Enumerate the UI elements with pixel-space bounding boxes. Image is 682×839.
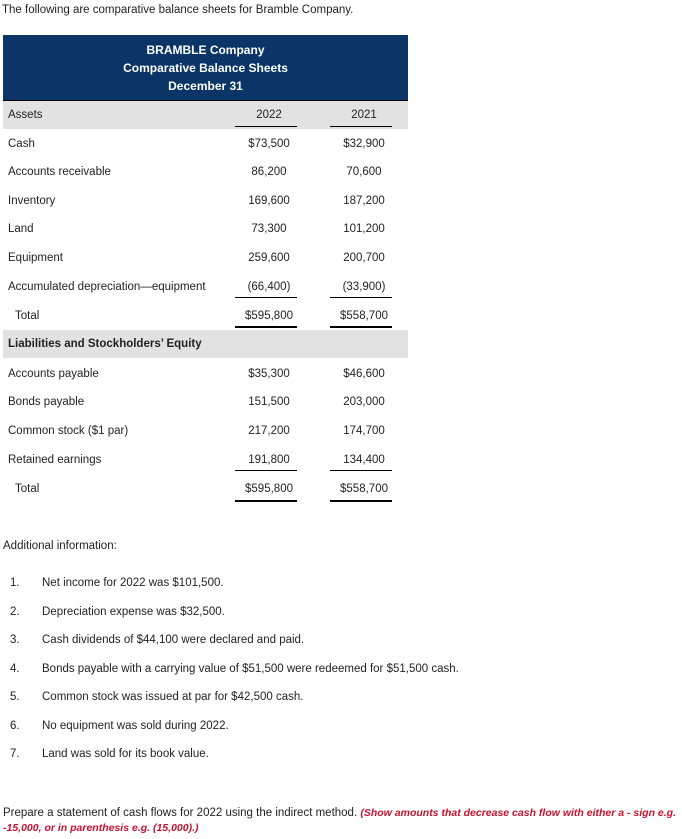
row-label: Accounts payable (8, 368, 99, 380)
item-text: Bonds payable with a carrying value of $51,500 were redeemed for $51,500 cash. (42, 663, 459, 675)
item-text: Common stock was issued at par for $42,500 cash. (42, 691, 304, 703)
value-2022: $35,300 (248, 368, 290, 380)
item-number: 1. (10, 577, 20, 589)
list-item (0, 691, 670, 711)
item-number: 5. (10, 691, 20, 703)
table-row (3, 158, 408, 186)
table-row (3, 417, 408, 445)
statement-header (3, 35, 408, 102)
value-2022: $595,800 (245, 483, 293, 495)
item-number: 7. (10, 748, 20, 760)
list-item (0, 663, 670, 683)
statement-date: December 31 (168, 79, 243, 93)
subtotal-underline (235, 297, 297, 298)
value-2022: 169,600 (248, 195, 290, 207)
item-text: Depreciation expense was $32,500. (42, 606, 225, 618)
assets-heading: Assets (8, 109, 43, 121)
item-number: 4. (10, 663, 20, 675)
value-2022: 73,300 (251, 223, 287, 235)
intro-text: The following are comparative balance sheets for Bramble Company. (2, 4, 354, 16)
table-row (3, 215, 408, 243)
col-2021: 2021 (351, 109, 377, 121)
double-underline (330, 326, 392, 328)
double-underline (235, 326, 297, 328)
value-2021: $558,700 (340, 483, 388, 495)
subtotal-underline (330, 470, 392, 471)
value-2022: (66,400) (247, 281, 291, 293)
list-item (0, 577, 670, 597)
row-label: Cash (8, 138, 35, 150)
value-2021: 174,700 (343, 425, 385, 437)
value-2022: $73,500 (248, 138, 290, 150)
list-item (0, 634, 670, 654)
additional-heading: Additional information: (3, 540, 117, 552)
assets-heading-row (3, 101, 408, 129)
row-label: Total (15, 310, 40, 322)
row-label: Accumulated depreciation—equipment (8, 281, 206, 293)
value-2021: 203,000 (343, 396, 385, 408)
liabilities-heading: Liabilities and Stockholders’ Equity (8, 338, 202, 350)
statement-title: Comparative Balance Sheets (123, 61, 288, 75)
value-2022: 86,200 (251, 166, 287, 178)
row-label: Land (8, 223, 34, 235)
row-label: Retained earnings (8, 454, 102, 466)
value-2021: $46,600 (343, 368, 385, 380)
double-underline (330, 500, 392, 502)
liabilities-total-row (3, 475, 408, 503)
value-2022: 217,200 (248, 425, 290, 437)
table-row (3, 187, 408, 215)
item-number: 3. (10, 634, 20, 646)
table-row (3, 360, 408, 388)
col-2022: 2022 (256, 109, 282, 121)
value-2022: 191,800 (248, 454, 290, 466)
item-number: 6. (10, 720, 20, 732)
value-2021: 187,200 (343, 195, 385, 207)
value-2021: $32,900 (343, 138, 385, 150)
row-label: Bonds payable (8, 396, 85, 408)
table-row (3, 388, 408, 416)
item-text: Net income for 2022 was $101,500. (42, 577, 224, 589)
row-label: Total (15, 483, 40, 495)
item-text: Cash dividends of $44,100 were declared and paid. (42, 634, 305, 646)
value-2021: $558,700 (340, 310, 388, 322)
list-item (0, 606, 670, 626)
value-2022: 259,600 (248, 252, 290, 264)
prompt-text: Prepare a statement of cash flows for 2022 using the indirect method. (3, 807, 358, 819)
subtotal-underline (330, 297, 392, 298)
value-2022: 151,500 (248, 396, 290, 408)
row-label: Common stock ($1 par) (8, 425, 129, 437)
company-name: BRAMBLE Company (146, 43, 265, 57)
value-2022: $595,800 (245, 310, 293, 322)
list-item (0, 720, 670, 740)
item-text: No equipment was sold during 2022. (42, 720, 229, 732)
col-2022-underline (235, 126, 297, 127)
subtotal-underline (235, 470, 297, 471)
col-2021-underline (330, 126, 392, 127)
list-item (0, 748, 670, 768)
table-row (3, 244, 408, 272)
item-number: 2. (10, 606, 20, 618)
prompt-instruction: (Show amounts that decrease cash flow with either a - sign e.g. -15,000, or in parenthesis e.g. (15,000).) (3, 807, 677, 834)
table-row (3, 130, 408, 158)
row-label: Accounts receivable (8, 166, 111, 178)
liabilities-heading-row (3, 330, 408, 358)
row-label: Equipment (8, 252, 63, 264)
value-2021: 134,400 (343, 454, 385, 466)
row-label: Inventory (8, 195, 56, 207)
value-2021: 70,600 (346, 166, 382, 178)
item-text: Land was sold for its book value. (42, 748, 209, 760)
value-2021: 101,200 (343, 223, 385, 235)
question-prompt (3, 806, 679, 836)
value-2021: (33,900) (342, 281, 386, 293)
double-underline (235, 500, 297, 502)
value-2021: 200,700 (343, 252, 385, 264)
